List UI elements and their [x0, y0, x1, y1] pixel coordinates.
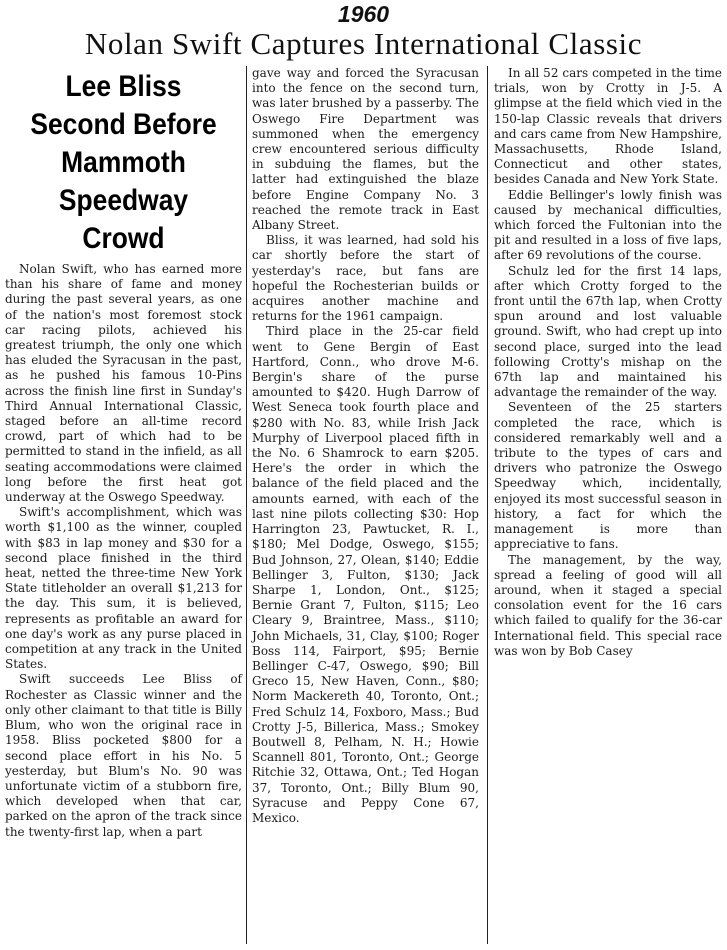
- article-paragraph: Third place in the 25-car field went to Gene Bergin of East Hartford, Conn., who drove M-6. Bergin's share of the purse amounted to $420. Hugh Darrow of West Seneca took fourth place and $280 with No. 83, while Irish Jack Murphy of Liverpool placed fifth in the No. 6 Shamrock to earn $205. Here's the order in which the balance of the field placed and the amounts earned, with each of the last nine pilots collecting $30: Hop Harrington 23, Pawtucket, R. I., $180; Mel Dodge, Oswego, $155; Bud Johnson, 27, Olean, $140; Eddie Bellinger 3, Fulton, $130; Jack Sharpe 1, London, Ont., $125; Bernie Grant 7, Fulton, $115; Leo Cleary 9, Braintree, Mass., $110; John Michaels, 31, Clay, $100; Roger Boss 114, Fairport, $95; Bernie Bellinger C-47, Oswego, $90; Bill Greco 15, New Haven, Conn., $80; Norm Mackereth 40, Toronto, Ont.; Fred Schulz 14, Foxboro, Mass.; Bud Crotty J-5, Billerica, Mass.; Smokey Boutwell 8, Pelham, N. H.; Howie Scannell 801, Toronto, Ont.; George Ritchie 32, Ottawa, Ont.; Ted Hogan 37, Toronto, Ont.; Billy Blum 90, Syracuse and Peppy Cone 67, Mexico.: [252, 324, 479, 825]
- article-paragraph: Nolan Swift, who has earned more than his share of fame and money during the past several years, as one of the nation's most foremost stock car racing pilots, achieved his greatest triumph, the only one which has eluded the Syracusan in the past, as he pushed his famous 10-Pins across the finish line first in Sunday's Third Annual International Classic, staged before an all-time record crowd, part of which had to be permitted to stand in the infield, as all seating accommodations were claimed long before the first heat got underway at the Oswego Speedway.: [5, 262, 242, 505]
- article-column-1: [5, 66, 242, 840]
- article-subhead: Lee Bliss Second Before Mammoth Speedway Crowd: [30, 70, 217, 255]
- article-paragraph: Bliss, it was learned, had sold his car shortly before the start of yesterday's race, but fans are hopeful the Rochesterian builds or acquires another machine and returns for the 1961 campaign.: [252, 233, 479, 324]
- article-column-2: [252, 66, 479, 826]
- article-paragraph: Swift succeeds Lee Bliss of Rochester as Classic winner and the only other claimant to that title is Billy Blum, who won the original race in 1958. Bliss pocketed $800 for a second place effort in his No. 5 yesterday, but Blum's No. 90 was unfortunate victim of a stubborn fire, which developed when that car, parked on the apron of the track since the twenty-first lap, when a part: [5, 672, 242, 839]
- article-paragraph: Schulz led for the first 14 laps, after which Crotty forged to the front until the 67th lap, when Crotty spun around and lost valuable ground. Swift, who had crept up into second place, surged into the lead following Crotty's mishap on the 67th lap and maintained his advantage the remainder of the way.: [494, 263, 722, 400]
- year-label: 1960: [337, 1, 390, 27]
- page-headline: Nolan Swift Captures International Classic: [84, 26, 643, 61]
- column-divider-right: [487, 66, 488, 944]
- article-paragraph: Seventeen of the 25 starters completed the race, which is considered remarkably well and a tribute to the types of cars and drivers who patronize the Oswego Speedway which, incidentally, enjoyed its most successful season in history, a fact for which the management is more than appreciative to fans.: [494, 400, 722, 552]
- article-paragraph: In all 52 cars competed in the time trials, won by Crotty in J-5. A glimpse at the field which vied in the 150-lap Classic reveals that drivers and cars came from New Hampshire, Massachusetts, Rhode Island, Connecticut and other states, besides Canada and New York State.: [494, 66, 722, 187]
- article-column-3: [494, 66, 722, 659]
- column-divider-left: [246, 66, 247, 944]
- article-paragraph: Swift's accomplishment, which was worth $1,100 as the winner, coupled with $83 in lap money and $30 for a second place finished in the third heat, netted the three-time New York State titleholder an overall $1,213 for the day. This sum, it is believed, represents as profitable an award for one day's work as any purse placed in competition at any track in the United States.: [5, 505, 242, 672]
- article-paragraph: gave way and forced the Syracusan into the fence on the second turn, was later brushed by a passerby. The Oswego Fire Department was summoned when the emergency crew encountered serious difficulty in subduing the flames, but the latter had extinguished the blaze before Engine Company No. 3 reached the remote track in East Albany Street.: [252, 66, 479, 233]
- article-paragraph: The management, by the way, spread a feeling of good will all around, when it staged a special consolation event for the 16 cars which failed to qualify for the 36-car International field. This special race was won by Bob Casey: [494, 552, 722, 658]
- article-paragraph: Eddie Bellinger's lowly finish was caused by mechanical difficulties, which forced the Fultonian into the pit and resulted in a loss of five laps, after 69 revolutions of the course.: [494, 187, 722, 263]
